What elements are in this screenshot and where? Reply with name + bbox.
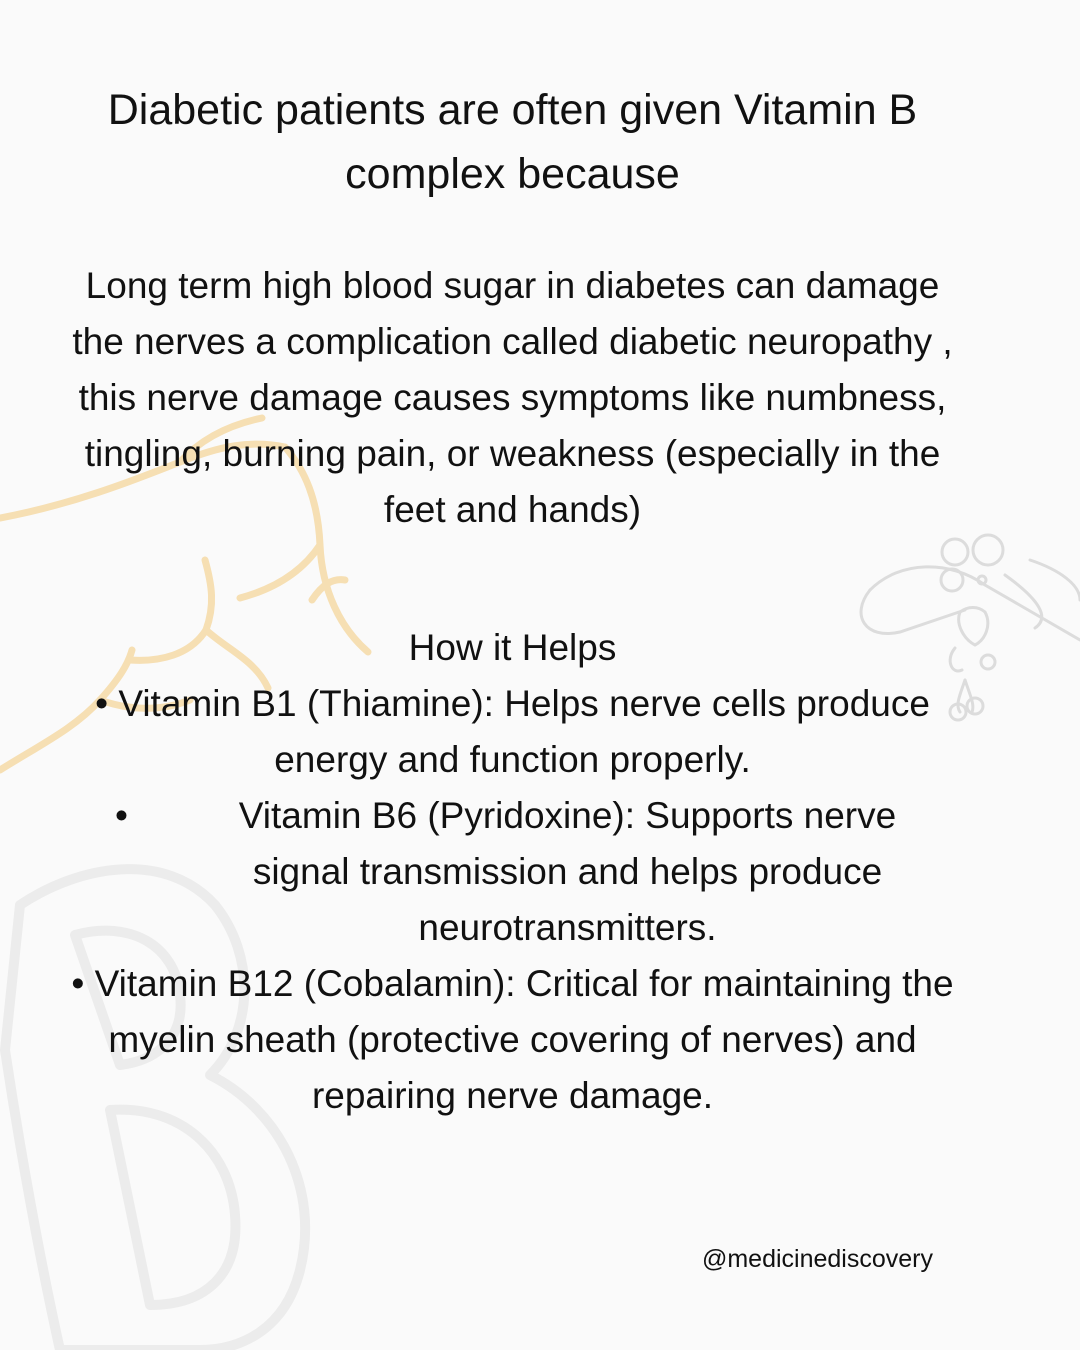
section-heading: How it Helps <box>408 627 617 668</box>
how-it-helps-section <box>60 620 965 1124</box>
vitamin-b6-item <box>60 788 965 956</box>
bullet-icon: • <box>71 963 85 1004</box>
page-title: Diabetic patients are often given Vitamin B complex because <box>107 86 918 198</box>
vitamin-b1-text: Vitamin B1 (Thiamine): Helps nerve cells produce energy and function properly. <box>118 683 930 780</box>
vitamin-b12-item <box>60 956 965 1124</box>
vitamin-b1-item <box>60 676 965 788</box>
social-handle: @medicinediscovery <box>701 1245 933 1273</box>
bullet-icon: • <box>115 795 128 836</box>
intro-paragraph: Long term high blood sugar in diabetes can damage the nerves a complication called diabetic neuropathy , this nerve damage causes symptoms like numbness, tingling, burning pain, or weakness (especially in the feet and hands) <box>72 265 953 530</box>
vitamin-b12-text: Vitamin B12 (Cobalamin): Critical for maintaining the myelin sheath (protective covering of nerves) and repairing nerve damage. <box>94 963 954 1116</box>
vitamin-b6-text: Vitamin B6 (Pyridoxine): Supports nerve signal transmission and helps produce neurotransmitters. <box>238 795 897 948</box>
bullet-icon: • <box>95 683 109 724</box>
